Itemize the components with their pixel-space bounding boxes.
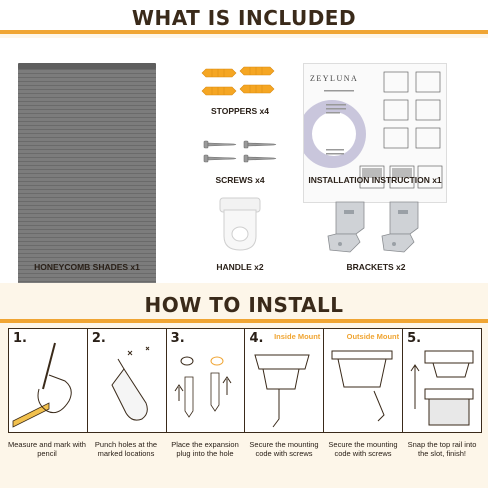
brackets-label: BRACKETS x2 [346,262,406,272]
stoppers-label: STOPPERS x4 [211,106,269,116]
manual-label: INSTALLATION INSTRUCTION x1 [308,175,442,185]
stoppers-image [198,63,282,101]
step-5-number: 5. [407,331,422,346]
inside-mount-tag: Inside Mount [274,332,321,341]
honeycomb-shade-image [18,66,156,286]
step-4-number: 4. [249,331,264,346]
screws-image [200,138,282,166]
step-3 [167,329,246,432]
included-title: WHAT IS INCLUDED [131,6,357,30]
step-1 [9,329,88,432]
step-3-caption: Place the expansion plug into the hole [171,440,239,458]
step-2-caption: Punch holes at the marked locations [94,440,158,458]
included-header [0,0,488,34]
install-title: HOW TO INSTALL [144,293,344,317]
shades-label: HONEYCOMB SHADES x1 [34,262,140,272]
outside-mount-illustration [324,329,401,431]
install-header [0,283,488,323]
steps-strip [8,328,482,433]
manual-brand: ZEYLUNA [310,74,359,83]
handle-label: HANDLE x2 [216,262,264,272]
step-4-inside [245,329,324,432]
screws-label: SCREWS x4 [215,175,265,185]
step-5-caption: Snap the top rail into the slot, finish! [407,440,477,458]
shade-headrail [18,63,156,69]
step-4-outside [324,329,403,432]
step-4-inside-caption: Secure the mounting code with screws [249,440,319,458]
step-2-number: 2. [91,331,106,346]
handle-image [212,196,268,254]
step-1-number: 1. [13,331,27,346]
step-3-number: 3. [170,331,185,346]
brackets-image [320,198,432,256]
included-panel [0,38,488,283]
step-1-caption: Measure and mark with pencil [8,440,86,458]
step-4-outside-caption: Secure the mounting code with screws [328,440,398,458]
outside-mount-tag: Outside Mount [346,332,400,341]
step-2 [88,329,167,432]
step-5 [403,329,481,432]
